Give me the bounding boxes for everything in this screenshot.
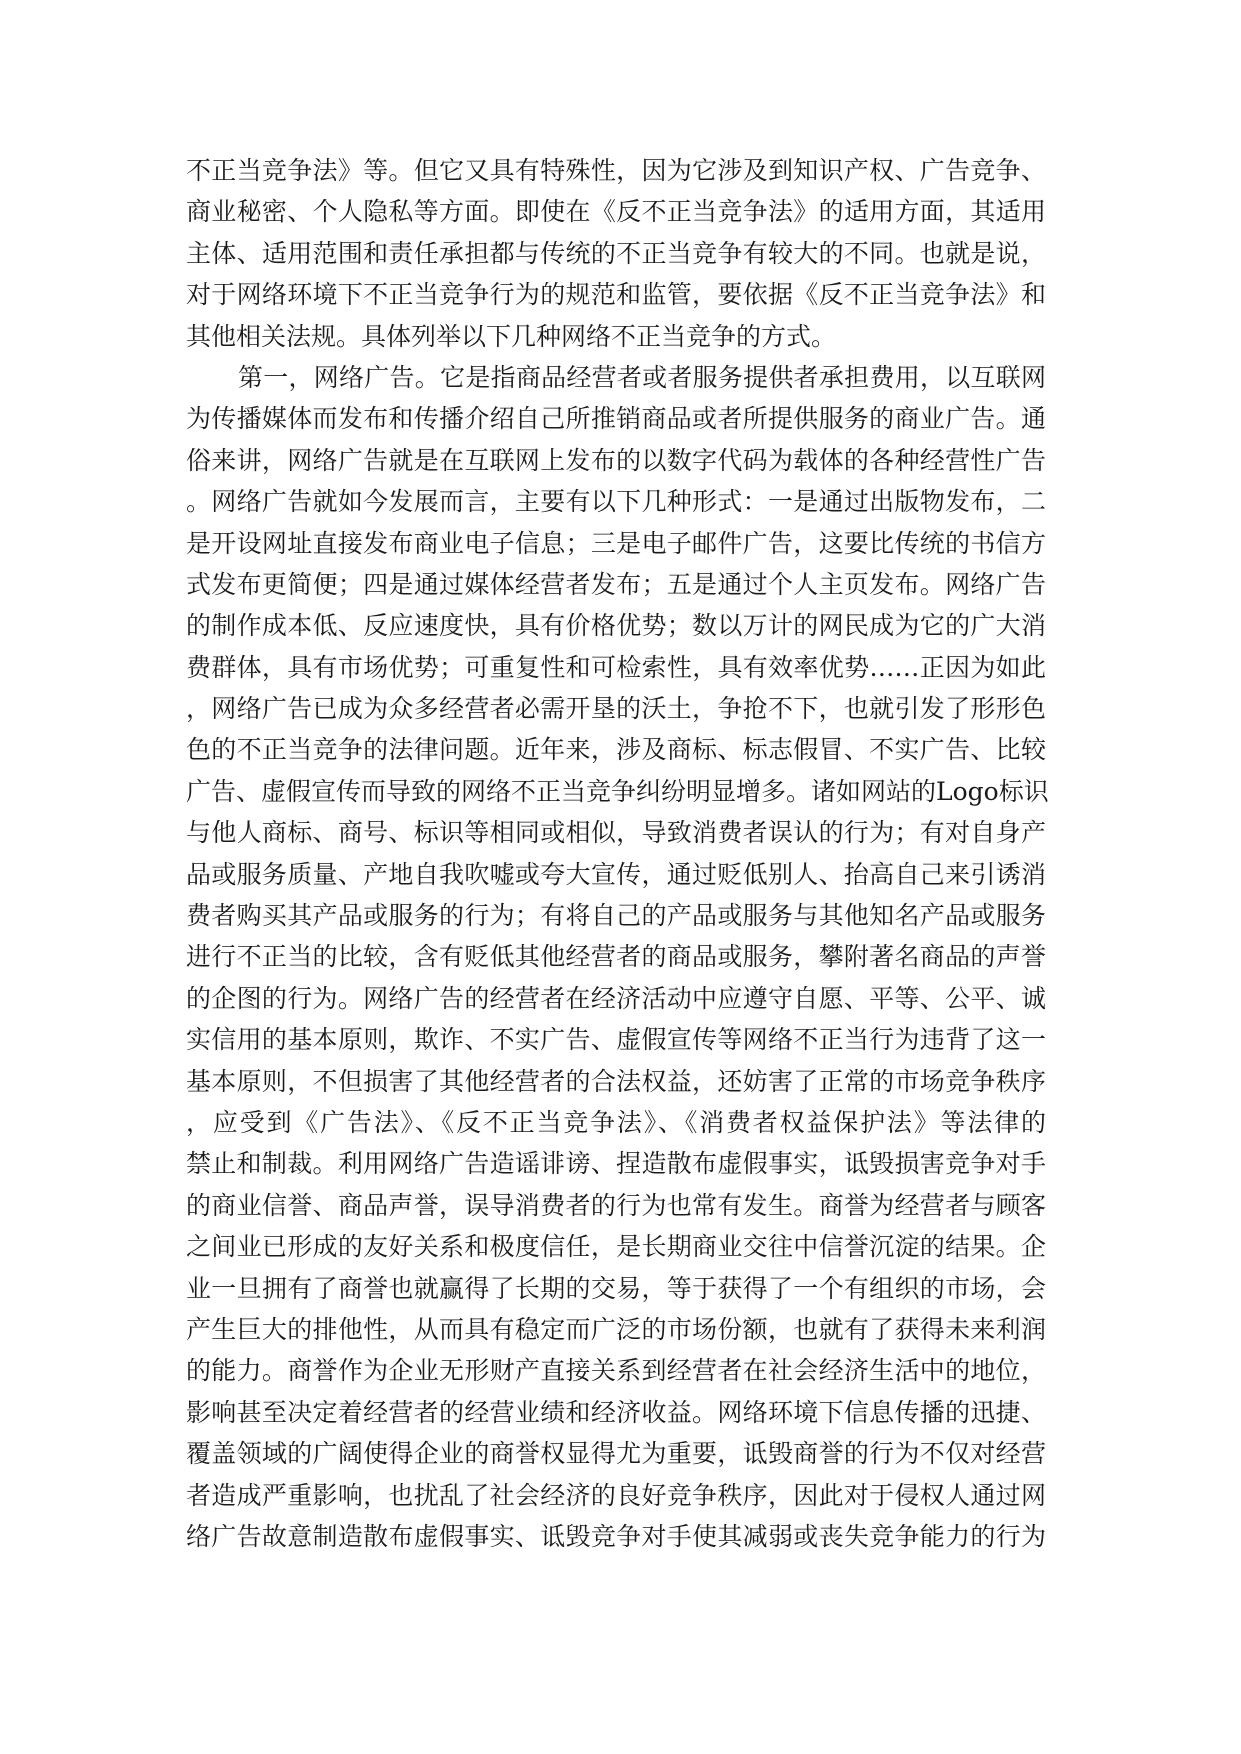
- text-line: 的制作成本低、反应速度快，具有价格优势；数以万计的网民成为它的广大消: [186, 611, 1046, 641]
- text-line: 不正当竞争法》等。但它又具有特殊性，因为它涉及到知识产权、广告竞争、: [186, 156, 1046, 185]
- text-line: 对于网络环境下不正当竞争行为的规范和监管，要依据《反不正当竞争法》和: [186, 280, 1046, 310]
- text-line: 为传播媒体而发布和传播介绍自己所推销商品或者所提供服务的商业广告。通: [186, 404, 1046, 434]
- text-line: 式发布更简便；四是通过媒体经营者发布；五是通过个人主页发布。网络广告: [186, 569, 1046, 599]
- text-line: 的企图的行为。网络广告的经营者在经济活动中应遵守自愿、平等、公平、诚: [186, 983, 1046, 1013]
- text-line: 商业秘密、个人隐私等方面。即使在《反不正当竞争法》的适用方面，其适用: [186, 197, 1046, 227]
- text-line: 产生巨大的排他性，从而具有稳定而广泛的市场份额，也就有了获得未来利润: [186, 1314, 1046, 1344]
- text-line: 影响甚至决定着经营者的经营业绩和经济收益。网络环境下信息传播的迅捷、: [186, 1397, 1046, 1427]
- text-line: 的商业信誉、商品声誉，误导消费者的行为也常有发生。商誉为经营者与顾客: [186, 1190, 1046, 1220]
- text-line: 色的不正当竞争的法律问题。近年来，涉及商标、标志假冒、不实广告、比较: [186, 735, 1046, 765]
- text-line: 者造成严重影响，也扰乱了社会经济的良好竞争秩序，因此对于侵权人通过网: [186, 1480, 1046, 1510]
- text-line: 第一，网络广告。它是指商品经营者或者服务提供者承担费用，以互联网: [238, 362, 1046, 392]
- text-line: 费群体，具有市场优势；可重复性和可检索性，具有效率优势……正因为如此: [186, 652, 1046, 682]
- text-line: 。网络广告就如今发展而言，主要有以下几种形式：一是通过出版物发布，二: [186, 487, 1046, 517]
- text-line: 其他相关法规。具体列举以下几种网络不正当竞争的方式。: [186, 321, 837, 351]
- text-line: 的能力。商誉作为企业无形财产直接关系到经营者在社会经济生活中的地位，: [186, 1356, 1046, 1386]
- text-line: 进行不正当的比较，含有贬低其他经营者的商品或服务，攀附著名商品的声誉: [186, 942, 1046, 972]
- paragraph-1: [186, 150, 1046, 357]
- text-line: 覆盖领域的广阔使得企业的商誉权显得尤为重要，诋毁商誉的行为不仅对经营: [186, 1439, 1046, 1469]
- text-line: 之间业已形成的友好关系和极度信任，是长期商业交往中信誉沉淀的结果。企: [186, 1232, 1046, 1262]
- text-line: 品或服务质量、产地自我吹嘘或夸大宣传，通过贬低别人、抬高自己来引诱消: [186, 859, 1046, 889]
- paragraph-2: [186, 357, 1049, 1557]
- text-line: 业一旦拥有了商誉也就赢得了长期的交易，等于获得了一个有组织的市场，会: [186, 1273, 1046, 1303]
- text-line: 是开设网址直接发布商业电子信息；三是电子邮件广告，这要比传统的书信方: [186, 528, 1046, 558]
- text-line: 络广告故意制造散布虚假事实、诋毁竞争对手使其减弱或丧失竞争能力的行为: [186, 1521, 1046, 1551]
- text-line: 禁止和制裁。利用网络广告造谣诽谤、捏造散布虚假事实，诋毁损害竞争对手: [186, 1149, 1046, 1179]
- text-line: 实信用的基本原则，欺诈、不实广告、虚假宣传等网络不正当行为违背了这一: [186, 1025, 1046, 1055]
- text-line: ，应受到《广告法》、《反不正当竞争法》、《消费者权益保护法》等法律的: [186, 1107, 1046, 1137]
- text-line: 俗来讲，网络广告就是在互联网上发布的以数字代码为载体的各种经营性广告: [186, 445, 1046, 475]
- text-line: 费者购买其产品或服务的行为；有将自己的产品或服务与其他知名产品或服务: [186, 901, 1046, 931]
- text-line: ，网络广告已成为众多经营者必需开垦的沃土，争抢不下，也就引发了形形色: [186, 694, 1046, 724]
- text-line: 主体、适用范围和责任承担都与传统的不正当竞争有较大的不同。也就是说，: [186, 238, 1046, 268]
- text-line: 基本原则，不但损害了其他经营者的合法权益，还妨害了正常的市场竞争秩序: [186, 1066, 1046, 1096]
- body-text: [186, 150, 1049, 1557]
- text-line: 与他人商标、商号、标识等相同或相似，导致消费者误认的行为；有对自身产: [186, 818, 1046, 848]
- text-line: 广告、虚假宣传而导致的网络不正当竞争纠纷明显增多。诸如网站的Logo标识: [186, 776, 1049, 806]
